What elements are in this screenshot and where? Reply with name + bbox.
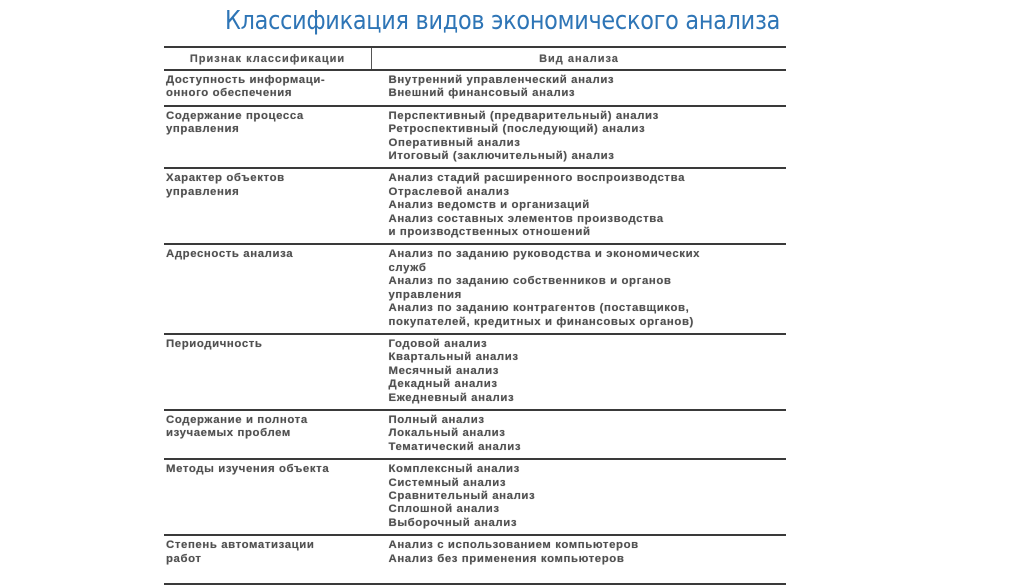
analysis-type: служб [388,261,427,274]
criterion-cell [164,535,372,584]
analysis-type: Локальный анализ [388,427,506,440]
analysis-type: Месячный анализ [388,364,499,377]
criterion-text: онного обеспечения [166,87,293,100]
analysis-type: Внешний финансовый анализ [388,87,576,100]
analysis-type: Анализ с использованием компьютеров [388,539,639,552]
criterion-cell [164,334,372,410]
slide-title: Классификация видов экономического анализа [225,6,781,36]
analysis-type: Анализ стадий расширенного воспроизводства [388,172,685,185]
criterion-cell [164,410,372,459]
analysis-type: Внутренний управленческий анализ [388,74,615,86]
analysis-type: Перспективный (предварительный) анализ [388,109,659,122]
criterion-text: Степень автоматизации [166,539,315,552]
analysis-types-cell [372,459,787,535]
header-analysis-type: Вид анализа [372,47,787,70]
analysis-type: и производственных отношений [388,226,591,239]
criterion-text: Периодичность [166,337,263,350]
analysis-type: Анализ без применения компьютеров [388,552,625,565]
table-row [164,168,786,244]
analysis-type: Оперативный анализ [388,136,521,149]
classification-table [164,46,786,585]
analysis-types-cell [372,106,787,169]
analysis-types-cell [372,168,787,244]
criterion-text: Содержание и полнота [166,413,308,426]
analysis-type: Ежедневный анализ [388,391,515,404]
table-row [164,70,786,106]
criterion-cell [164,168,372,244]
header-criterion: Признак классификации [164,47,372,70]
criterion-text: Методы изучения объекта [166,463,330,476]
criterion-text: работ [166,552,202,565]
table-header-row [164,47,786,70]
criterion-text: Содержание процесса [166,109,304,122]
criterion-text: Адресность анализа [166,248,294,261]
table-row [164,535,786,584]
table-row [164,410,786,459]
analysis-type: Годовой анализ [388,337,488,350]
analysis-type: Системный анализ [388,476,507,489]
analysis-type: Анализ ведомств и организаций [388,199,590,212]
analysis-type: покупателей, кредитных и финансовых органов) [388,315,694,328]
analysis-type: Ретроспективный (последующий) анализ [388,123,646,136]
criterion-text: Характер объектов [166,172,285,185]
analysis-types-cell [372,334,787,410]
analysis-type: Комплексный анализ [388,463,520,476]
table-row [164,244,786,333]
analysis-types-cell [372,410,787,459]
classification-table-container [164,46,786,585]
criterion-text: управления [166,185,240,198]
analysis-type: управления [388,288,462,301]
criterion-cell [164,106,372,169]
analysis-types-cell [372,244,787,333]
table-row [164,106,786,169]
criterion-text: изучаемых проблем [166,427,291,440]
criterion-cell [164,70,372,106]
analysis-type: Отраслевой анализ [388,185,510,198]
analysis-type: Выборочный анализ [388,516,518,529]
analysis-type: Анализ по заданию руководства и экономических [388,248,701,261]
analysis-type: Итоговый (заключительный) анализ [388,150,615,163]
analysis-type: Декадный анализ [388,378,498,391]
analysis-type: Анализ составных элементов производства [388,212,664,225]
criterion-cell [164,244,372,333]
analysis-type: Тематический анализ [388,440,522,453]
analysis-type: Анализ по заданию собственников и органов [388,275,672,288]
analysis-type: Квартальный анализ [388,351,519,364]
analysis-type: Сравнительный анализ [388,489,536,502]
table-row [164,459,786,535]
criterion-cell [164,459,372,535]
table-row [164,334,786,410]
analysis-types-cell [372,70,787,106]
analysis-type: Анализ по заданию контрагентов (поставщиков, [388,302,690,315]
criterion-text: Доступность информаци- [166,74,326,86]
analysis-type: Сплошной анализ [388,503,500,516]
criterion-text: управления [166,123,240,136]
analysis-type: Полный анализ [388,413,485,426]
analysis-types-cell [372,535,787,584]
